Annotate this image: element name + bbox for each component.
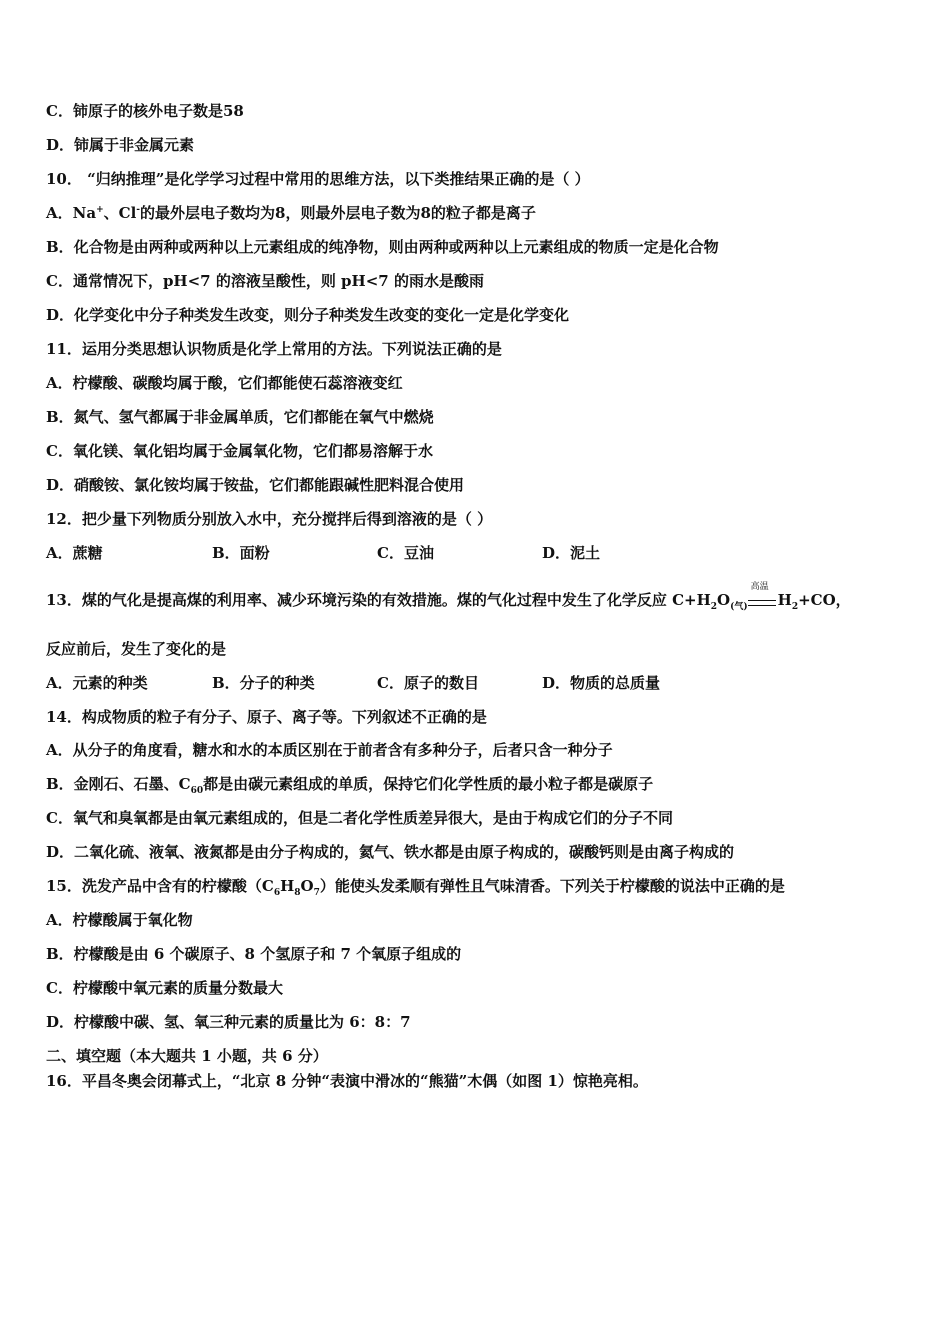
q14-option-c: C．氧气和臭氧都是由氧元素组成的，但是二者化学性质差异很大，是由于构成它们的分子不同 — [46, 809, 673, 827]
q15-sub-3: 7 — [313, 888, 320, 898]
q13-text-1: 13．煤的气化是提高煤的利用率、减少环境污染的有效措施。煤的气化过程中发生了化学反应 C+H — [46, 591, 711, 609]
q13-option-d: D．物质的总质量 — [542, 674, 661, 692]
q10-option-c: C．通常情况下，pH<7 的溶液呈酸性，则 pH<7 的雨水是酸雨 — [46, 272, 484, 290]
q13-stem — [46, 582, 851, 612]
q10-a-sup-1: + — [96, 205, 104, 215]
q14-option-d: D．二氧化硫、液氧、液氮都是由分子构成的，氦气、铁水都是由原子构成的，碳酸钙则是由离子构成的 — [46, 843, 735, 861]
q13-option-b: B．分子的种类 — [212, 674, 315, 692]
q10-a-text-2: 、Cl — [103, 204, 137, 222]
q12-option-b: B．面粉 — [212, 544, 270, 562]
q10-option-b: B．化合物是由两种或两种以上元素组成的纯净物，则由两种或两种以上元素组成的物质一定是化合物 — [46, 238, 719, 256]
q15-text-4: ）能使头发柔顺有弹性且气味清香。下列关于柠檬酸的说法中正确的是 — [319, 877, 785, 895]
section-2-title: 二、填空题（本大题共 1 小题，共 6 分） — [46, 1047, 328, 1065]
q13-sub-3: 2 — [791, 602, 799, 612]
q12-option-a: A．蔗糖 — [46, 544, 103, 562]
q11-option-d: D．硝酸铵、氯化铵均属于铵盐，它们都能跟碱性肥料混合使用 — [46, 476, 465, 494]
q16-stem: 16．平昌冬奥会闭幕式上，“北京 8 分钟“表演中滑冰的“熊猫”木偶（如图 1）惊艳亮相。 — [46, 1072, 648, 1090]
q15-text-3: O — [300, 877, 314, 895]
q15-option-d: D．柠檬酸中碳、氢、氧三种元素的质量比为 6：8：7 — [46, 1013, 411, 1031]
q13-option-a: A．元素的种类 — [46, 674, 148, 692]
q11-option-c: C．氧化镁、氧化铝均属于金属氧化物，它们都易溶解于水 — [46, 442, 433, 460]
q9-option-c: C．铈原子的核外电子数是58 — [46, 102, 244, 120]
q15-option-b: B．柠檬酸是由 6 个碳原子、8 个氢原子和 7 个氧原子组成的 — [46, 945, 462, 963]
q10-a-text-1: A．Na — [46, 204, 97, 222]
q12-stem: 12．把少量下列物质分别放入水中，充分搅拌后得到溶液的是（ ） — [46, 510, 493, 528]
q13-stem-2: 反应前后，发生了变化的是 — [46, 640, 227, 658]
q13-sub-2: (气) — [730, 602, 748, 612]
q10-a-text-3: 的最外层电子数均为8，则最外层电子数为8的粒子都是离子 — [140, 204, 536, 222]
q11-stem: 11．运用分类思想认识物质是化学上常用的方法。下列说法正确的是 — [46, 340, 502, 358]
reaction-condition: 高温 — [750, 582, 769, 592]
q10-option-a — [46, 203, 536, 223]
q15-option-a: A．柠檬酸属于氧化物 — [46, 911, 193, 929]
q15-text-1: 15．洗发产品中含有的柠檬酸（C — [46, 877, 274, 895]
q15-sub-1: 6 — [273, 888, 281, 898]
q13-text-3: H — [777, 591, 792, 609]
q13-text-4: +CO， — [798, 591, 851, 609]
equals-sign — [748, 600, 776, 606]
q15-stem — [46, 876, 785, 896]
q13-sub-1: 2 — [710, 602, 718, 612]
q10-stem: 10． “归纳推理”是化学学习过程中常用的思维方法，以下类推结果正确的是（ ） — [46, 170, 590, 188]
q15-text-2: H — [280, 877, 295, 895]
q15-option-c: C．柠檬酸中氧元素的质量分数最大 — [46, 979, 283, 997]
q11-option-a: A．柠檬酸、碳酸均属于酸，它们都能使石蕊溶液变红 — [46, 374, 403, 392]
q14-option-a: A．从分子的角度看，糖水和水的本质区别在于前者含有多种分子，后者只含一种分子 — [46, 741, 613, 759]
q14-b-text-2: 都是由碳元素组成的单质，保持它们化学性质的最小粒子都是碳原子 — [203, 775, 654, 793]
reaction-arrow — [748, 582, 778, 611]
q12-option-c: C．豆油 — [377, 544, 434, 562]
q13-option-c: C．原子的数目 — [377, 674, 479, 692]
q10-a-sup-2: - — [136, 205, 141, 215]
q12-option-d: D．泥土 — [542, 544, 601, 562]
q11-option-b: B．氮气、氢气都属于非金属单质，它们都能在氧气中燃烧 — [46, 408, 434, 426]
q14-b-sub: 60 — [190, 786, 204, 796]
q15-sub-2: 8 — [294, 888, 301, 898]
q10-option-d: D．化学变化中分子种类发生改变，则分子种类发生改变的变化一定是化学变化 — [46, 306, 570, 324]
q14-b-text-1: B．金刚石、石墨、C — [46, 775, 191, 793]
q9-option-d: D．铈属于非金属元素 — [46, 136, 195, 154]
q14-option-b — [46, 774, 653, 794]
q13-text-2: O — [717, 591, 731, 609]
q14-stem: 14．构成物质的粒子有分子、原子、离子等。下列叙述不正确的是 — [46, 708, 487, 726]
